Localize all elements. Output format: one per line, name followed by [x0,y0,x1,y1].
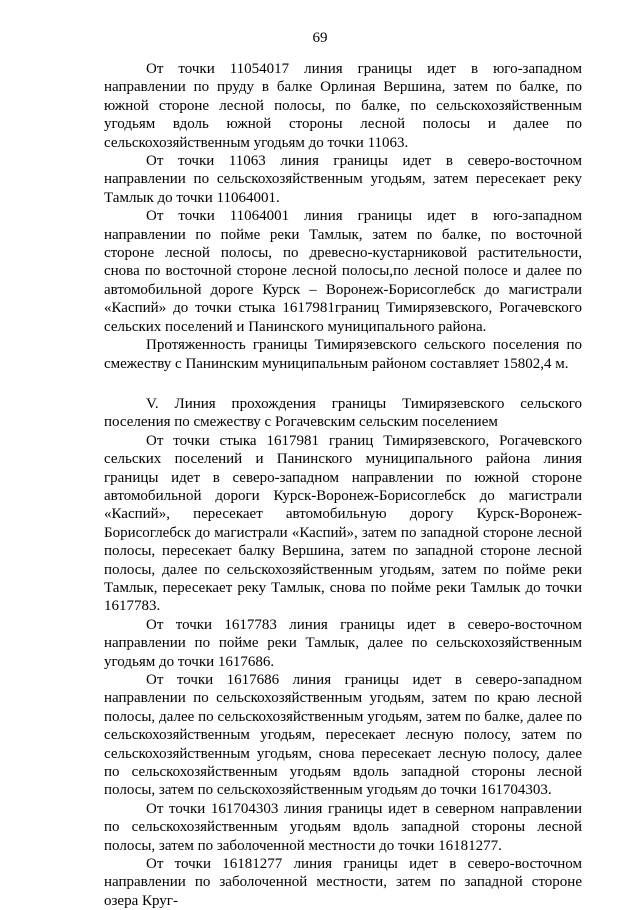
paragraph-boundary-point-1617981: От точки стыка 1617981 границ Тимирязевского, Рогачевского сельских поселений и Панинского муниципального района линия границы идет в северо-западном направлении по южной стороне автомобильной дороги Курск-Воронеж-Борисоглебск до магистрали «Каспий», пересекает автомобильную дорогу Курск-Воронеж-Борисоглебск до магистрали «Каспий», затем по западной стороне лесной полосы, пересекает балку Вершина, затем по западной стороне лесной полосы, далее по сельскохозяйственным угодьям, затем по пойме реки Тамлык, пересекает реку Тамлык, снова по пойме реки Тамлык до точки 1617783. [104,432,582,615]
section-heading-v: V. Линия прохождения границы Тимирязевского сельского поселения по смежеству с Рогачевским сельским поселением [104,395,582,431]
document-body [104,60,582,910]
paragraph-boundary-length-summary: Протяженность границы Тимирязевского сельского поселения по смежеству с Панинским муниципальным районом составляет 15802,4 м. [104,337,582,372]
page-number: 69 [312,30,328,46]
paragraph-boundary-point-1617686: От точки 1617686 линия границы идет в северо-западном направлении по сельскохозяйственным угодьям, затем по краю лесной полосы, далее по сельскохозяйственным угодьям, затем по балке, далее по сельскохозяйственным угодьям, пересекает лесную полосу, затем по сельскохозяйственным угодьям, снова пересекает лесную полосу, далее по сельскохозяйственным угодьям вдоль западной стороны лесной полосы, затем по сельскохозяйственным угодьям до точки 161704303. [104,672,582,799]
paragraph-boundary-point-11064001: От точки 11064001 линия границы идет в юго-западном направлении по пойме реки Тамлык, затем по балке, по восточной стороне лесной полосы, по древесно-кустарниковой растительности, снова по восточной стороне лесной полосы,по лесной полосе и далее по автомобильной дороге Курск – Воронеж-Борисоглебск до магистрали «Каспий» до точки стыка 1617981границ Тимирязевского, Рогачевского сельских поселений и Панинского муниципального района. [104,208,582,335]
paragraph-boundary-point-11054017: От точки 11054017 линия границы идет в юго-западном направлении по пруду в балке Орлиная Вершина, затем по балке, по южной стороне лесной полосы, по балке, по сельскохозяйственным угодьям вдоль южной стороны лесной полосы и далее по сельскохозяйственным угодьям до точки 11063. [104,61,582,151]
paragraph-boundary-point-11063: От точки 11063 линия границы идет в северо-восточном направлении по сельскохозяйственным угодьям, затем пересекает реку Тамлык до точки 11064001. [104,153,582,206]
paragraph-boundary-point-1617783: От точки 1617783 линия границы идет в северо-восточном направлении по пойме реки Тамлык, далее по сельскохозяйственным угодьям до точки 1617686. [104,616,582,670]
paragraph-boundary-point-16181277: От точки 16181277 линия границы идет в северо-восточном направлении по заболоченной местности, затем по западной стороне озера Круг- [104,856,582,909]
paragraph-boundary-point-161704303: От точки 161704303 линия границы идет в северном направлении по сельскохозяйственным угодьям вдоль западной стороны лесной полосы, затем по заболоченной местности до точки 16181277. [104,800,582,854]
